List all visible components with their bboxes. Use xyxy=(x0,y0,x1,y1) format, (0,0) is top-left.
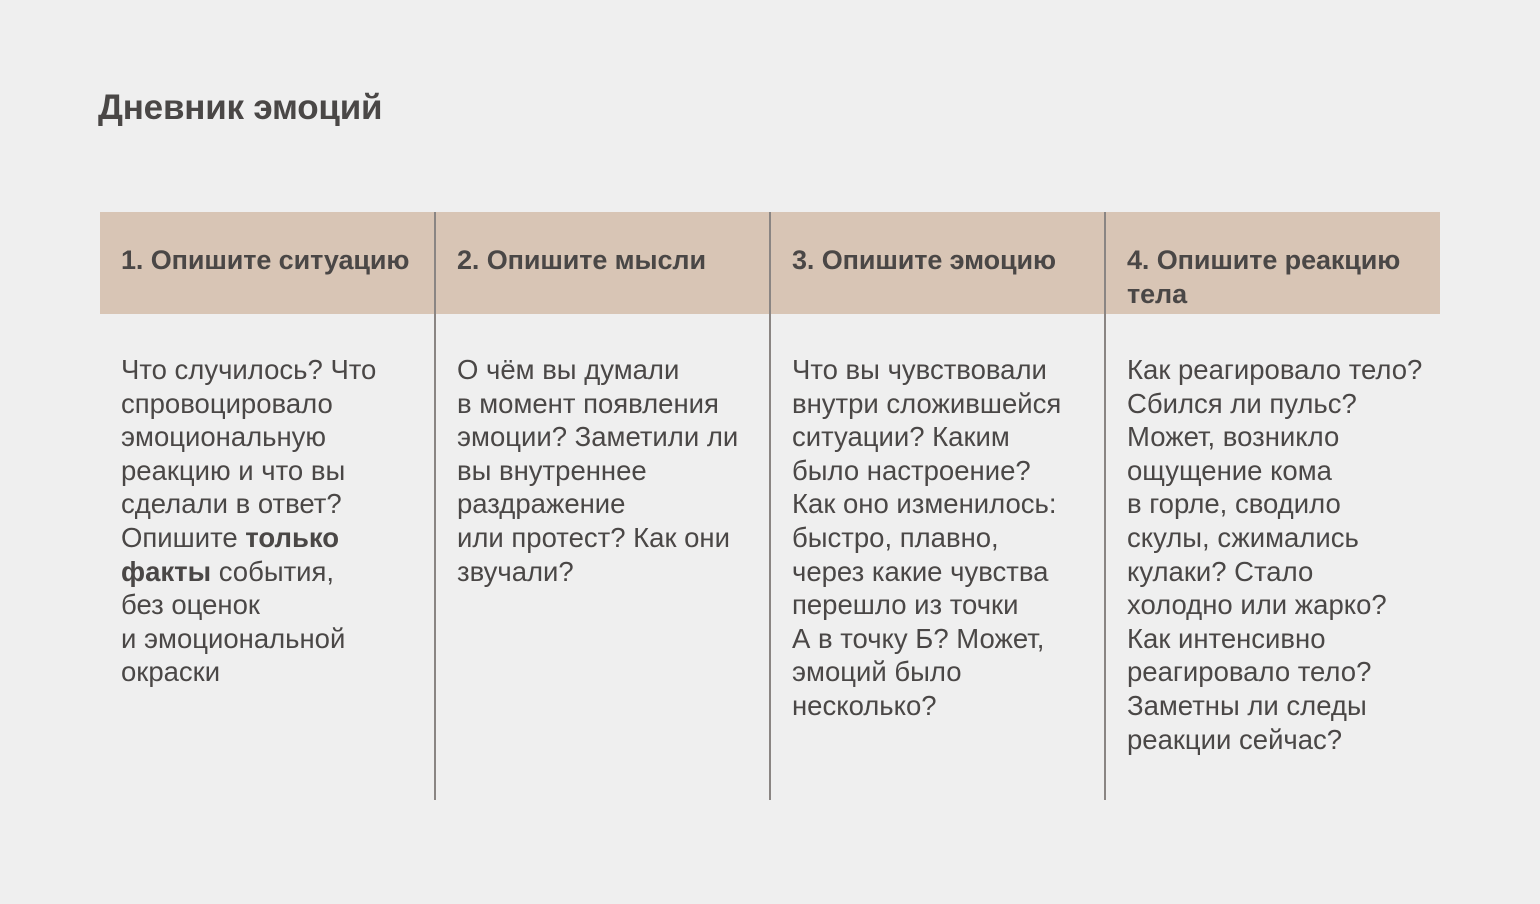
column-text-emotion: Что вы чувствовали внутри сложившейся ситуации? Каким было настроение? Как оно изменилось: быстро, плавно, через какие чувства перешло из точки А в точку Б? Может, эмоций было несколько? xyxy=(792,354,1062,721)
page-title: Дневник эмоций xyxy=(98,88,383,127)
column-text-body-reaction: Как реагировало тело? Сбился ли пульс? Может, возникло ощущение кома в горле, сводило скулы, сжимались кулаки? Стало холодно или жарко? Как интенсивно реагировало тело? Заметны ли следы реакции сейчас? xyxy=(1127,354,1423,755)
situation-text-start: Что случилось? Что спровоцировало эмоциональную реакцию и что вы сделали в ответ? Опишите xyxy=(121,354,377,553)
column-text-situation xyxy=(121,353,441,689)
situation-text-end: события, без оценок и эмоциональной окраски xyxy=(121,555,346,688)
column-heading-emotion: 3. Опишите эмоцию xyxy=(792,245,1056,275)
column-heading-thoughts: 2. Опишите мысли xyxy=(457,245,706,275)
column-heading-body-reaction: 4. Опишите реакцию тела xyxy=(1127,245,1401,309)
column-text-thoughts: О чём вы думали в момент появления эмоции? Заметили ли вы внутреннее раздражение или протест? Как они звучали? xyxy=(457,354,739,587)
situation-text-emphasis: только факты xyxy=(121,521,340,587)
column-heading-situation: 1. Опишите ситуацию xyxy=(121,245,410,275)
